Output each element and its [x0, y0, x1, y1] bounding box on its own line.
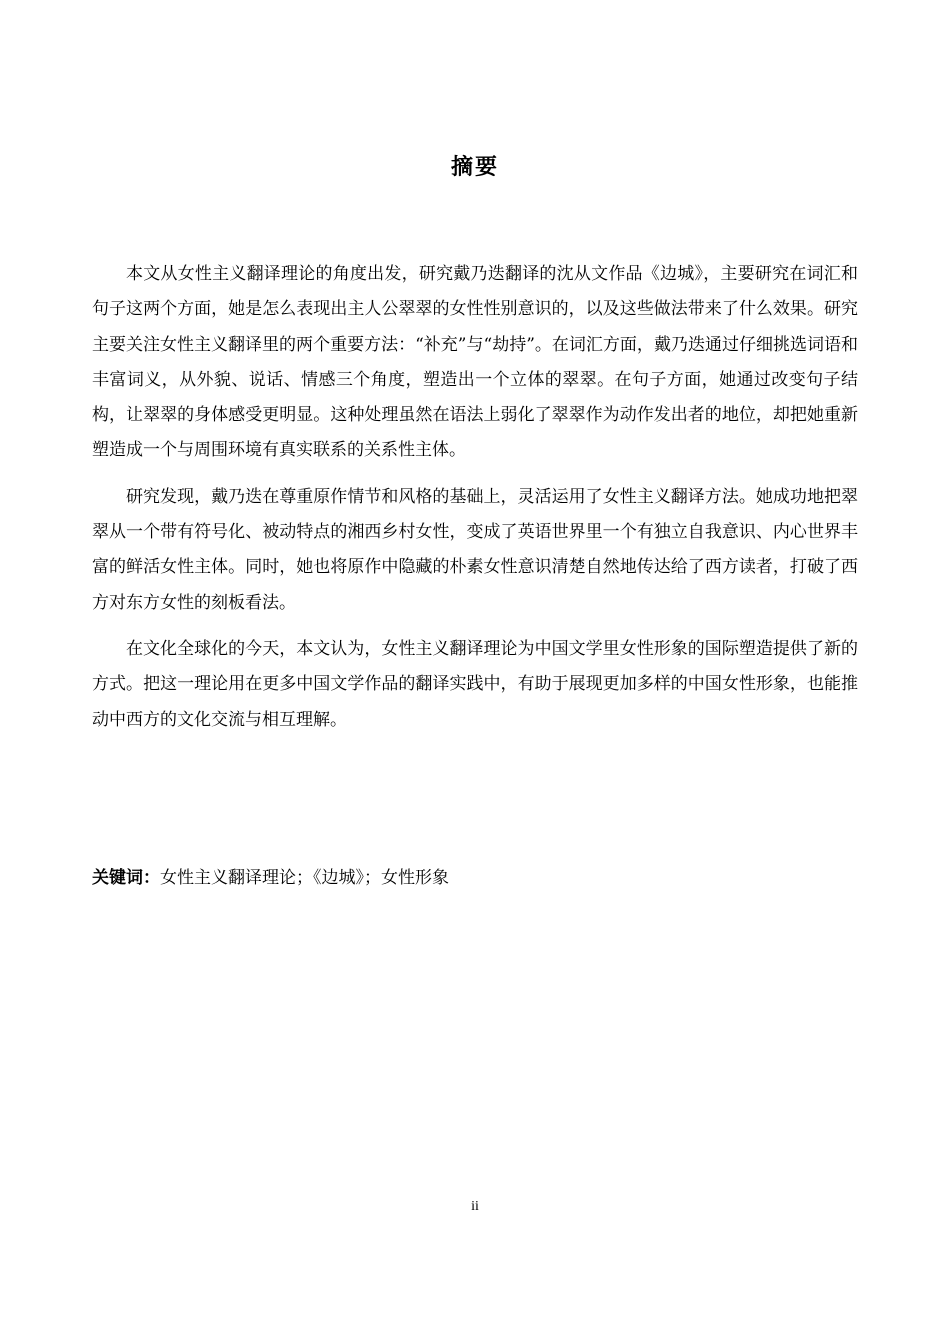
keywords-label: 关键词：	[92, 868, 160, 888]
abstract-paragraph-2: 研究发现，戴乃迭在尊重原作情节和风格的基础上，灵活运用了女性主义翻译方法。她成功地把翠翠从一个带有符号化、被动特点的湘西乡村女性，变成了英语世界里一个有独立自我意识、内心世界丰富的鲜活女性主体。同时，她也将原作中隐藏的朴素女性意识清楚自然地传达给了西方读者，打破了西方对东方女性的刻板看法。	[92, 486, 858, 613]
keywords-line	[92, 862, 858, 894]
keywords-text: 女性主义翻译理论；《边城》；女性形象	[160, 868, 449, 888]
page-number: ii	[471, 1199, 479, 1214]
abstract-paragraph-1: 本文从女性主义翻译理论的角度出发，研究戴乃迭翻译的沈从文作品《边城》，主要研究在词汇和句子这两个方面，她是怎么表现出主人公翠翠的女性性别意识的，以及这些做法带来了什么效果。研究主要关注女性主义翻译里的两个重要方法：“补充”与“劫持”。在词汇方面，戴乃迭通过仔细挑选词语和丰富词义，从外貌、说话、情感三个角度，塑造出一个立体的翠翠。在句子方面，她通过改变句子结构，让翠翠的身体感受更明显。这种处理虽然在语法上弱化了翠翠作为动作发出者的地位，却把她重新塑造成一个与周围环境有真实联系的关系性主体。	[92, 264, 858, 461]
abstract-body	[92, 257, 858, 749]
abstract-paragraph-3: 在文化全球化的今天，本文认为，女性主义翻译理论为中国文学里女性形象的国际塑造提供了新的方式。把这一理论用在更多中国文学作品的翻译实践中，有助于展现更加多样的中国女性形象，也能推动中西方的文化交流与相互理解。	[92, 638, 858, 730]
abstract-title: 摘要	[450, 155, 499, 180]
